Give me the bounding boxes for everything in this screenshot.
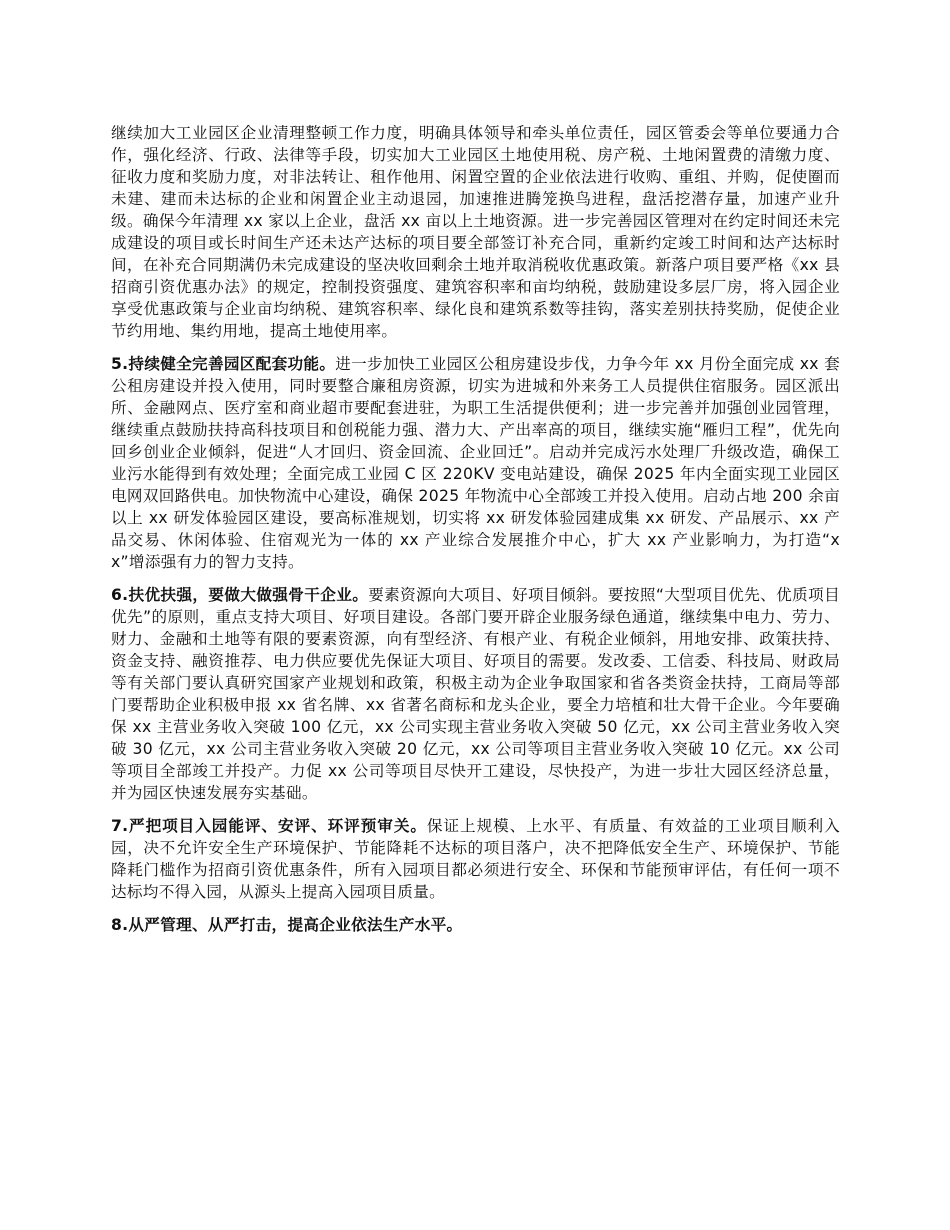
paragraph-section-7 [111, 815, 840, 903]
document-text-column [111, 122, 840, 936]
paragraph-section-6 [111, 584, 840, 804]
section-7-body: 保证上规模、上水平、有质量、有效益的工业项目顺利入园，决不允许安全生产环境保护、节能降耗不达标的项目落户，决不把降低安全生产、环境保护、节能降耗门槛作为招商引资优惠条件，所有入园项目都必须进行安全、环保和节能预审评估，有任何一项不达标均不得入园，从源头上提高入园项目质量。 [111, 817, 840, 901]
section-7-heading: 7.严把项目入园能评、安评、环评预审关。 [111, 817, 427, 835]
paragraph-section-5 [111, 353, 840, 573]
section-5-heading: 5.持续健全完善园区配套功能。 [111, 355, 336, 373]
section-5-body: 进一步加快工业园区公租房建设步伐，力争今年 xx 月份全面完成 xx 套公租房建设并投入使用，同时要整合廉租房资源，切实为进城和外来务工人员提供住宿服务。园区派出所、金融网点、医疗室和商业超市要配套进驻，为职工生活提供便利；进一步完善并加强创业园管理，继续重点鼓励扶持高科技项目和创税能力强、潜力大、产出率高的项目，继续实施“雁归工程”，优先向回乡创业企业倾斜，促进“人才回归、资金回流、企业回迁”。启动并完成污水处理厂升级改造，确保工业污水能得到有效处理；全面完成工业园 C 区 220KV 变电站建设，确保 2025 年内全面实现工业园区电网双回路供电。加快物流中心建设，确保 2025 年物流中心全部竣工并投入使用。启动占地 200 余亩以上 xx 研发体验园区建设，要高标准规划，切实将 xx 研发体验园建成集 xx 研发、产品展示、xx 产品交易、休闲体验、住宿观光为一体的 xx 产业综合发展推介中心，扩大 xx 产业影响力，为打造“xx”增添强有力的智力支持。 [111, 355, 840, 571]
section-8-heading: 8.从严管理、从严打击，提高企业依法生产水平。 [111, 916, 463, 934]
paragraph-section-8 [111, 914, 840, 936]
section-6-body: 要素资源向大项目、好项目倾斜。要按照“大型项目优先、优质项目优先”的原则，重点支持大项目、好项目建设。各部门要开辟企业服务绿色通道，继续集中电力、劳力、财力、金融和土地等有限的要素资源，向有型经济、有根产业、有税企业倾斜，用地安排、政策扶持、资金支持、融资推荐、电力供应要优先保证大项目、好项目的需要。发改委、工信委、科技局、财政局等有关部门要认真研究国家产业规划和政策，积极主动为企业争取国家和省各类资金扶持，工商局等部门要帮助企业积极申报 xx 省名牌、xx 省著名商标和龙头企业，要全力培植和壮大骨干企业。今年要确保 xx 主营业务收入突破 100 亿元，xx 公司实现主营业务收入突破 50 亿元，xx 公司主营业务收入突破 30 亿元，xx 公司主营业务收入突破 20 亿元，xx 公司等项目主营业务收入突破 10 亿元。xx 公司等项目全部竣工并投产。力促 xx 公司等项目尽快开工建设，尽快投产，为进一步壮大园区经济总量，并为园区快速发展夯实基础。 [111, 586, 841, 802]
section-6-heading: 6.扶优扶强，要做大做强骨干企业。 [111, 586, 369, 604]
paragraph-continuation [111, 122, 840, 342]
paragraph-body: 继续加大工业园区企业清理整顿工作力度，明确具体领导和牵头单位责任，园区管委会等单位要通力合作，强化经济、行政、法律等手段，切实加大工业园区土地使用税、房产税、土地闲置费的清缴力度、征收力度和奖励力度，对非法转让、租作他用、闲置空置的企业依法进行收购、重组、并购，促使圈而未建、建而未达标的企业和闲置企业主动退园，加速推进腾笼换鸟进程，盘活挖潜存量，加速产业升级。确保今年清理 xx 家以上企业，盘活 xx 亩以上土地资源。进一步完善园区管理对在约定时间还未完成建设的项目或长时间生产还未达产达标的项目要全部签订补充合同，重新约定竣工时间和达产达标时间，在补充合同期满仍未完成建设的坚决收回剩余土地并取消税收优惠政策。新落户项目要严格《xx 县招商引资优惠办法》的规定，控制投资强度、建筑容积率和亩均纳税，鼓励建设多层厂房，将入园企业享受优惠政策与企业亩均纳税、建筑容积率、绿化良和建筑系数等挂钩，落实差别扶持奖励，促使企业节约用地、集约用地，提高土地使用率。 [111, 124, 840, 340]
